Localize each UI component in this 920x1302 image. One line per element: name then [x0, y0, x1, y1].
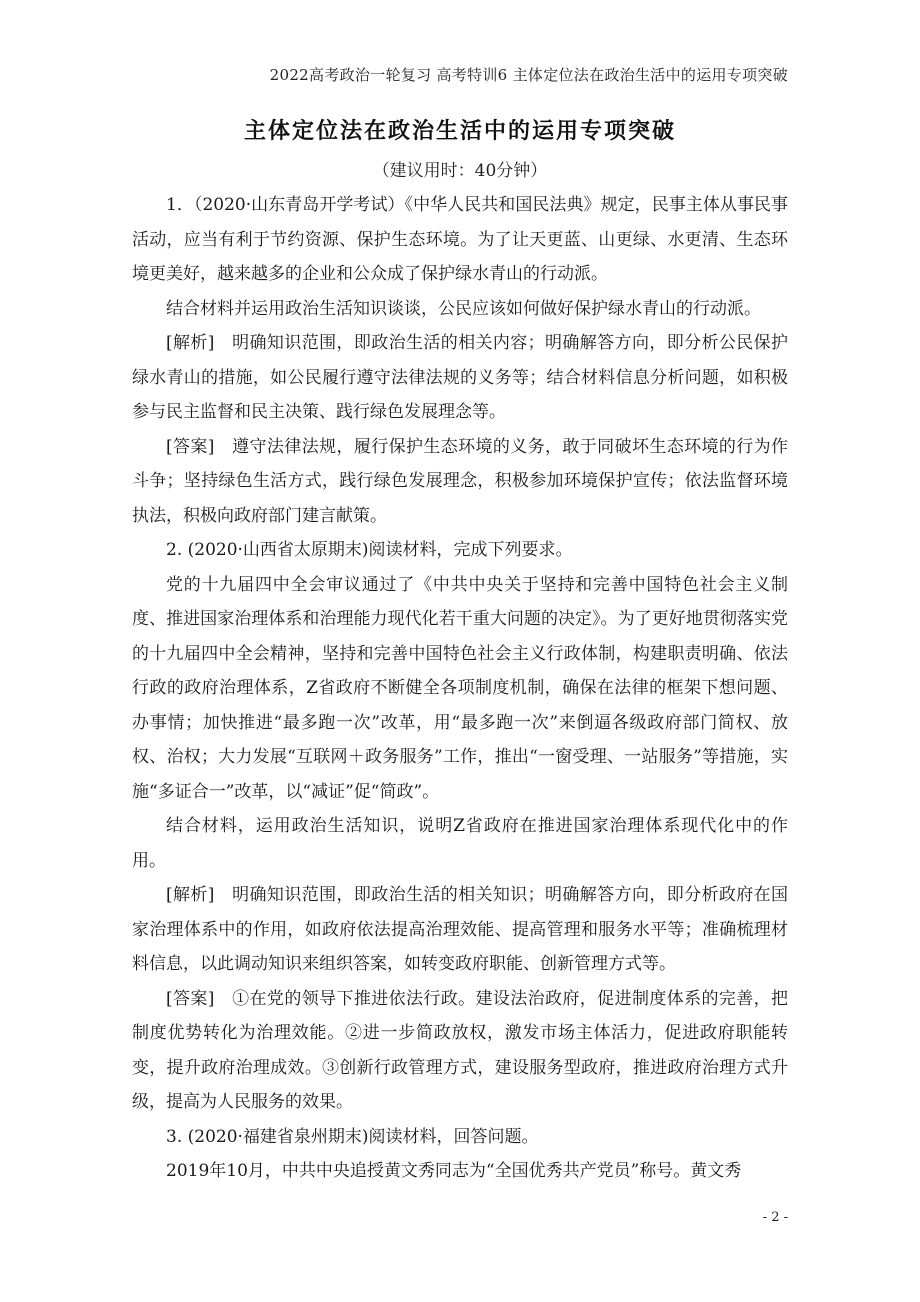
question-1-prompt: 结合材料并运用政治生活知识谈谈，公民应该如何做好保护绿水青山的行动派。 — [166, 298, 761, 319]
question-2-analysis: [解析] 明确知识范围，即政治生活的相关知识；明确解答方向，即分析政府在国家治理体系中的作用，如政府依法提高治理效能、提高管理和服务水平等；准确梳理材料信息，以此调动知识来组织答案，如转变政府职能、创新管理方式等。 — [132, 885, 788, 974]
question-2-material: 党的十九届四中全会审议通过了《中共中央关于坚持和完善中国特色社会主义制度、推进国家治理体系和治理能力现代化若干重大问题的决定》。为了更好地贯彻落实党的十九届四中全会精神，坚持和完善中国特色社会主义行政体制，构建职责明确、依法行政的政府治理体系，Z省政府不断健全各项制度机制，确保在法律的框架下想问题、办事情；加快推进“最多跑一次”改革，用“最多跑一次”来倒逼各级政府部门简权、放权、治权；大力发展“互联网＋政务服务”工作，推出“一窗受理、一站服务”等措施，实施“多证合一”改革，以“减证”促“简政”。 — [132, 574, 788, 802]
question-3-heading: 3. (2020·福建省泉州期末)阅读材料，回答问题。 — [166, 1126, 539, 1147]
question-1-material: 1．（2020·山东青岛开学考试）《中华人民共和国民法典》规定，民事主体从事民事活动，应当有利于节约资源、保护生态环境。为了让天更蓝、山更绿、水更清、生态环境更美好，越来越多的企业和公众成了保护绿水青山的行动派。 — [132, 195, 788, 284]
question-2-answer: [答案] ①在党的领导下推进依法行政。建设法治政府，促进制度体系的完善，把制度优势转化为治理效能。②进一步简政放权，激发市场主体活力，促进政府职能转变，提升政府治理成效。③创新行政管理方式，建设服务型政府，推进政府治理方式升级，提高为人民服务的效果。 — [132, 988, 788, 1112]
question-2-heading: 2. (2020·山西省太原期末)阅读材料，完成下列要求。 — [166, 540, 573, 560]
question-2-prompt: 结合材料，运用政治生活知识，说明Z省政府在推进国家治理体系现代化中的作用。 — [132, 816, 788, 871]
question-1-analysis: [解析] 明确知识范围，即政治生活的相关内容；明确解答方向，即分析公民保护绿水青山的措施，如公民履行遵守法律法规的义务等；结合材料信息分析问题，如积极参与民主监督和民主决策、践行绿色发展理念等。 — [132, 333, 788, 422]
running-header: 2022高考政治一轮复习 高考特训6 主体定位法在政治生活中的运用专项突破 — [269, 66, 788, 84]
document-title: 主体定位法在政治生活中的运用专项突破 — [243, 119, 676, 144]
suggested-time: （建议用时：40分钟） — [372, 161, 548, 181]
question-3-material: 2019年10月，中共中央追授黄文秀同志为“全国优秀共产党员”称号。黄文秀 — [166, 1161, 742, 1181]
document-body — [132, 188, 788, 1189]
question-1-answer: [答案] 遵守法律法规，履行保护生态环境的义务，敢于同破坏生态环境的行为作斗争；坚持绿色生活方式，践行绿色发展理念，积极参加环境保护宣传；依法监督环境执法，积极向政府部门建言献策。 — [132, 436, 788, 526]
page-number: - 2 - — [762, 1210, 788, 1225]
